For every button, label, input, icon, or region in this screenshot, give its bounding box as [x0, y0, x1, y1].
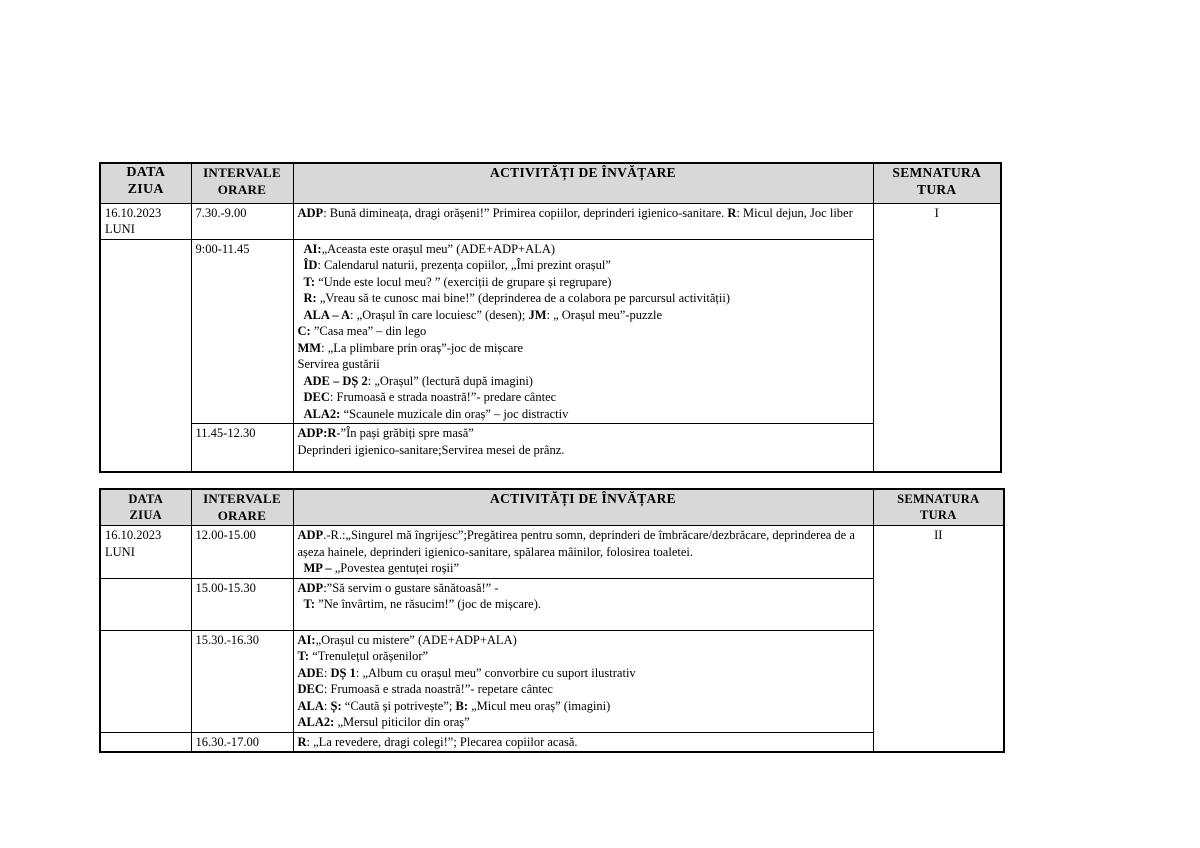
- schedule-table-afternoon: [99, 488, 1005, 753]
- table-header-row: [100, 489, 1004, 526]
- interval-cell: 16.30.-17.00: [191, 732, 293, 752]
- activity-cell: AI:„Aceasta este orașul meu” (ADE+ADP+ALA) ÎD: Calendarul naturii, prezența copiilor, „Îmi prezint orașul” T: “Unde este locul meu? ” (exerciții de grupare și regrupare) R: „Vreau să te cunosc mai bine!” (deprinderea de a colabora pe parcursul activității) ALA – A: „Orașul în care locuiesc” (desen); JM: „ Orașul meu”-puzzle C: ”Casa mea” – din lego MM: „La plimbare prin oraș”-joc de mișcare Servirea gustării ADE – DȘ 2: „Orașul” (lectură după imagini) DEC: Frumoasă e strada noastră!”- predare cântec ALA2: “Scaunele muzicale din oraș” – joc distractiv: [293, 239, 873, 424]
- header-intervale-orare: INTERVALE ORARE: [191, 163, 293, 203]
- table-row: [100, 578, 1004, 630]
- interval-cell: 9:00-11.45: [191, 239, 293, 424]
- interval-cell: 15.30.-16.30: [191, 630, 293, 732]
- header-data-ziua: DATA ZIUA: [100, 489, 191, 526]
- interval-cell: 11.45-12.30: [191, 424, 293, 472]
- date-cell-empty: [100, 630, 191, 732]
- interval-cell: 15.00-15.30: [191, 578, 293, 630]
- table-row: [100, 424, 1001, 472]
- table-row: [100, 526, 1004, 579]
- header-intervale-orare: INTERVALE ORARE: [191, 489, 293, 526]
- activity-cell: ADP:”Să servim o gustare sănătoasă!” - T: ”Ne învârtim, ne răsucim!” (joc de mișcare).: [293, 578, 873, 630]
- header-semnatura-tura: SEMNATURA TURA: [873, 489, 1004, 526]
- interval-cell: 7.30.-9.00: [191, 203, 293, 239]
- date-cell-empty: [100, 239, 191, 472]
- date-cell: 16.10.2023 LUNI: [100, 526, 191, 579]
- activity-cell: AI:„Orașul cu mistere” (ADE+ADP+ALA) T: “Trenulețul orășenilor” ADE: DȘ 1: „Album cu orașul meu” convorbire cu suport ilustrativ DEC: Frumoasă e strada noastră!”- repetare cântec ALA: Ș: “Caută și potrivește”; B: „Micul meu oraș” (imagini) ALA2: „Mersul piticilor din oraș”: [293, 630, 873, 732]
- activity-cell: R: „La revedere, dragi colegi!”; Plecarea copiilor acasă.: [293, 732, 873, 752]
- table-row: [100, 630, 1004, 732]
- header-activitati: ACTIVITĂȚI DE ÎNVĂȚARE: [293, 163, 873, 203]
- date-cell-empty: [100, 578, 191, 630]
- header-semnatura-tura: SEMNATURA TURA: [873, 163, 1001, 203]
- table-row: [100, 203, 1001, 239]
- interval-cell: 12.00-15.00: [191, 526, 293, 579]
- date-cell: 16.10.2023 LUNI: [100, 203, 191, 239]
- date-cell-empty: [100, 732, 191, 752]
- table-row: [100, 732, 1004, 752]
- table-row: [100, 239, 1001, 424]
- activity-cell: ADP: Bună dimineața, dragi orășeni!” Primirea copiilor, deprinderi igienico-sanitare. R: Micul dejun, Joc liber: [293, 203, 873, 239]
- table-header-row: [100, 163, 1001, 203]
- header-activitati: ACTIVITĂȚI DE ÎNVĂȚARE: [293, 489, 873, 526]
- schedule-table-morning: [99, 162, 1002, 473]
- activity-cell: ADP:R-”În pași grăbiți spre masă” Deprinderi igienico-sanitare;Servirea mesei de prânz.: [293, 424, 873, 472]
- tura-cell: II: [873, 526, 1004, 753]
- activity-cell: ADP.-R.:„Singurel mă îngrijesc”;Pregătirea pentru somn, deprinderi de îmbrăcare/dezbrăcare, deprinderea de a așeza hainele, deprinderi igienico-sanitare, spălarea mâinilor, folosirea toaletei. MP – „Povestea gentuței roșii”: [293, 526, 873, 579]
- header-data-ziua: DATA ZIUA: [100, 163, 191, 203]
- tura-cell: I: [873, 203, 1001, 472]
